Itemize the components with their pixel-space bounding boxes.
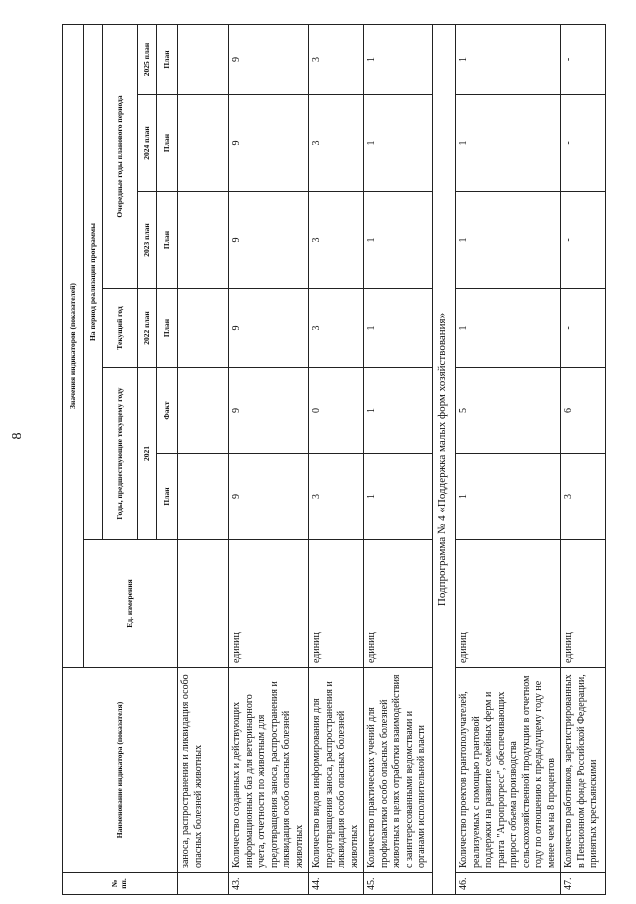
cell-plan-2021: 1 (456, 454, 561, 540)
cell-fact-2021: 5 (456, 368, 561, 454)
header-plan: План (157, 454, 178, 540)
table-row (456, 25, 561, 895)
cell-2023: 9 (229, 192, 309, 289)
cell-no: 45. (364, 873, 433, 895)
header-unit: Ед. измерения (84, 540, 178, 668)
cell-2024: 1 (456, 95, 561, 192)
cell-2025: 1 (364, 25, 433, 95)
header-current-year: Текущий год (103, 289, 138, 368)
cell-name: Количество проектов грантополучателей, реализуемых с помощью грантовой поддержки на развитие семейных ферм и гранта "Агропрогресс", обеспечивающих прирост объема производства сельскохозяйственной продукции в отчетном году по отношению к предыдущему году не менее чем на 8 процентов (456, 668, 561, 873)
cell-unit: единиц (456, 540, 561, 668)
cell-2025: 9 (229, 25, 309, 95)
header-plan-2025: 2025 план (138, 25, 157, 95)
cell-no: 43. (229, 873, 309, 895)
cell-2023 (178, 192, 229, 289)
cell-name: Количество видов информирования для предотвращения заноса, распространения и ликвидация особо опасных болезней животных (309, 668, 364, 873)
header-plan: План (157, 289, 178, 368)
cell-unit: единиц (309, 540, 364, 668)
cell-2023: 1 (364, 192, 433, 289)
cell-2024: - (561, 95, 606, 192)
cell-fact-2021: 1 (364, 368, 433, 454)
cell-2022: 3 (309, 289, 364, 368)
header-period: На период реализации программы (84, 25, 103, 540)
cell-no (178, 873, 229, 895)
header-no: № пп. (63, 873, 178, 895)
indicators-table (62, 24, 606, 895)
cell-unit: единиц (229, 540, 309, 668)
cell-name: Количество практических учений для профилактики особо опасных болезней животных в целях отработки взаимодействия с заинтересованными ведомствами и органами исполнительной власти (364, 668, 433, 873)
table-body (178, 25, 606, 895)
header-year-2021: 2021 (138, 368, 157, 540)
header-plan-2022: 2022 план (138, 289, 157, 368)
cell-plan-2021 (178, 454, 229, 540)
table-header (63, 25, 178, 895)
cell-name: Количество созданных и действующих информационных баз для ветеринарного учета, отчетности по животным для предотвращения заноса, распространения и ликвидация особо опасных болезней животных (229, 668, 309, 873)
cell-fact-2021: 6 (561, 368, 606, 454)
cell-plan-2021: 3 (309, 454, 364, 540)
cell-2023: 1 (456, 192, 561, 289)
table-row (561, 25, 606, 895)
cell-2025: 1 (456, 25, 561, 95)
rotated-page (62, 25, 606, 895)
cell-fact-2021: 9 (229, 368, 309, 454)
cell-2022: 9 (229, 289, 309, 368)
cell-unit: единиц (364, 540, 433, 668)
cell-unit (178, 540, 229, 668)
header-plan: План (157, 95, 178, 192)
cell-2022: - (561, 289, 606, 368)
header-plan: План (157, 192, 178, 289)
cell-2025: 3 (309, 25, 364, 95)
header-plan-2024: 2024 план (138, 95, 157, 192)
cell-name: Количество работников, зарегистрированных в Пенсионном фонде Российской Федерации, принятых крестьянскими (561, 668, 606, 873)
page-number: 8 (10, 432, 25, 440)
header-plan: План (157, 25, 178, 95)
header-values: Значения индикаторов (показателей) (63, 25, 84, 668)
header-name: Наименование индикатора (показателя) (63, 668, 178, 873)
cell-plan-2021: 3 (561, 454, 606, 540)
cell-fact-2021 (178, 368, 229, 454)
cell-fact-2021: 0 (309, 368, 364, 454)
header-plan-2023: 2023 план (138, 192, 157, 289)
cell-2022: 1 (456, 289, 561, 368)
cell-name: заноса, распространения и ликвидация особо опасных болезней животных (178, 668, 229, 873)
cell-2024: 9 (229, 95, 309, 192)
cell-plan-2021: 9 (229, 454, 309, 540)
cell-2025 (178, 25, 229, 95)
cell-2023: - (561, 192, 606, 289)
header-next-years: Очередные годы планового периода (103, 25, 138, 289)
subprogram-row (433, 25, 456, 895)
cell-2025: - (561, 25, 606, 95)
table-row (178, 25, 229, 895)
cell-no: 44. (309, 873, 364, 895)
cell-unit: единиц (561, 540, 606, 668)
cell-2023: 3 (309, 192, 364, 289)
cell-plan-2021: 1 (364, 454, 433, 540)
cell-2024 (178, 95, 229, 192)
table-row (229, 25, 309, 895)
cell-no: 46. (456, 873, 561, 895)
cell-no: 47. (561, 873, 606, 895)
table-row (364, 25, 433, 895)
header-prev-years: Годы, предшествующие текущему году (103, 368, 138, 540)
cell-2022: 1 (364, 289, 433, 368)
cell-2024: 1 (364, 95, 433, 192)
cell-2022 (178, 289, 229, 368)
header-fact: Факт (157, 368, 178, 454)
table-row (309, 25, 364, 895)
subprogram-title: Подпрограмма № 4 «Поддержка малых форм хозяйствования» (433, 25, 456, 895)
cell-2024: 3 (309, 95, 364, 192)
